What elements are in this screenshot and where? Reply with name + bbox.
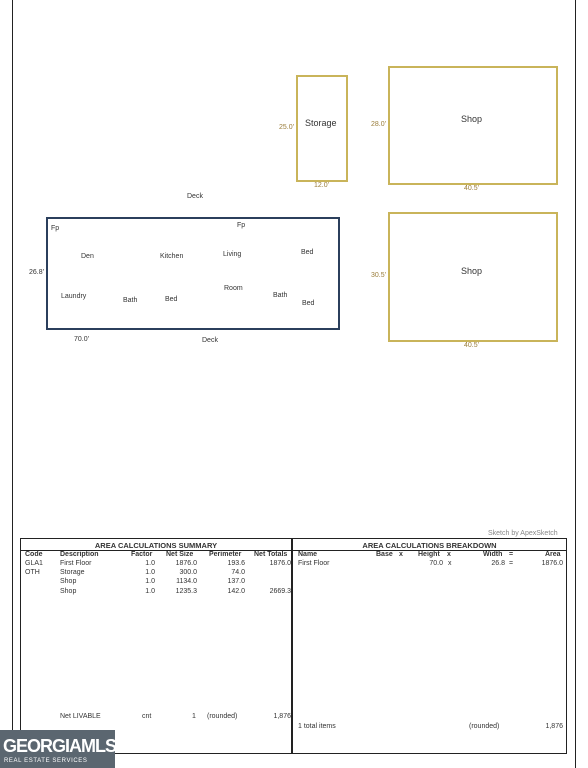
kitchen-label: Kitchen [160,253,184,260]
summary-net-totals: 1876.0 [269,560,291,567]
summary-factor: 1.0 [145,560,155,567]
breakdown-header-height: Height [418,551,440,558]
shop-top-label: Shop [461,114,483,124]
page-border-left [12,0,13,768]
main-house-height-dim: 26.8' [29,269,44,276]
summary-header-factor: Factor [131,551,153,558]
summary-header-code: Code [25,551,43,558]
breakdown-area: 1876.0 [541,560,563,567]
sketch-credit: Sketch by ApexSketch [488,530,558,537]
breakdown-height: 70.0 [429,560,443,567]
breakdown-width: 26.8 [491,560,505,567]
shop-top-width-dim: 40.5' [464,185,479,192]
breakdown-header-width: Width [483,551,503,558]
summary-code: GLA1 [25,560,43,567]
summary-description: First Floor [60,560,92,567]
bed-label-1: Bed [301,249,314,256]
breakdown-header-x2: x [447,551,451,558]
georgia-mls-logo [0,730,115,768]
breakdown-header-x1: x [399,551,403,558]
summary-header-description: Description [60,551,99,558]
shop-bottom-room [388,212,558,342]
summary-net-totals: 2669.3 [269,588,291,595]
summary-description: Storage [60,569,85,576]
summary-net-size: 1876.0 [175,560,197,567]
summary-footer-count: 1 [192,713,196,720]
shop-bottom-height-dim: 30.5' [371,272,386,279]
storage-width-dim: 12.0' [314,182,329,189]
storage-height-dim: 25.0' [279,124,294,131]
main-house-width-dim: 70.0' [74,336,89,343]
breakdown-header-name: Name [298,551,318,558]
summary-factor: 1.0 [145,578,155,585]
summary-code: OTH [25,569,40,576]
living-label: Living [223,251,242,258]
deck-bottom-label: Deck [202,337,218,344]
breakdown-eq: = [509,560,514,567]
breakdown-x: x [448,560,452,567]
breakdown-header-eq: = [509,551,514,558]
den-label: Den [81,253,94,260]
breakdown-footer-items: 1 total items [298,723,336,730]
deck-top-label: Deck [187,193,203,200]
summary-factor: 1.0 [145,588,155,595]
summary-description: Shop [60,578,77,585]
area-calculations-panel [20,538,567,754]
logo-sub-text: REAL ESTATE SERVICES [4,758,88,764]
breakdown-title: AREA CALCULATIONS BREAKDOWN [362,541,497,550]
summary-perimeter: 142.0 [227,588,245,595]
fp-label-right: Fp [237,222,246,229]
area-breakdown-table [293,539,566,753]
summary-perimeter: 137.0 [227,578,245,585]
breakdown-header-area: Area [545,551,561,558]
shop-top-height-dim: 28.0' [371,121,386,128]
room-label: Room [224,285,243,292]
storage-room [296,75,348,182]
summary-title: AREA CALCULATIONS SUMMARY [94,541,218,550]
summary-net-size: 1134.0 [176,578,197,585]
shop-bottom-label: Shop [461,266,483,276]
fp-label-left: Fp [51,225,60,232]
shop-bottom-width-dim: 40.5' [464,342,479,349]
summary-net-size: 1235.3 [175,588,197,595]
summary-footer-cnt: cnt [142,713,152,720]
summary-net-size: 300.0 [179,569,197,576]
summary-header-net-totals: Net Totals [254,551,288,558]
summary-footer-label: Net LIVABLE [60,713,101,720]
breakdown-name: First Floor [298,560,330,567]
area-summary-table [21,539,293,753]
bath-label-1: Bath [123,297,138,304]
summary-header-net-size: Net Size [166,551,194,558]
breakdown-footer-rounded: (rounded) [469,723,500,730]
bath-label-2: Bath [273,292,288,299]
summary-footer-rounded: (rounded) [207,713,238,720]
summary-header-perimeter: Perimeter [209,551,242,558]
shop-top-room [388,66,558,185]
breakdown-header-base: Base [376,551,393,558]
summary-perimeter: 193.6 [227,560,245,567]
summary-footer-total: 1,876 [273,713,291,720]
page-border-right [575,0,576,768]
bed-label-3: Bed [302,300,315,307]
main-house-outline [46,217,340,330]
laundry-label: Laundry [61,293,87,300]
breakdown-footer-total: 1,876 [545,723,563,730]
summary-perimeter: 74.0 [231,569,245,576]
bed-label-2: Bed [165,296,178,303]
storage-label: Storage [305,118,337,128]
summary-factor: 1.0 [145,569,155,576]
logo-main-text: GEORGIAMLS [3,736,117,756]
summary-description: Shop [60,588,77,595]
